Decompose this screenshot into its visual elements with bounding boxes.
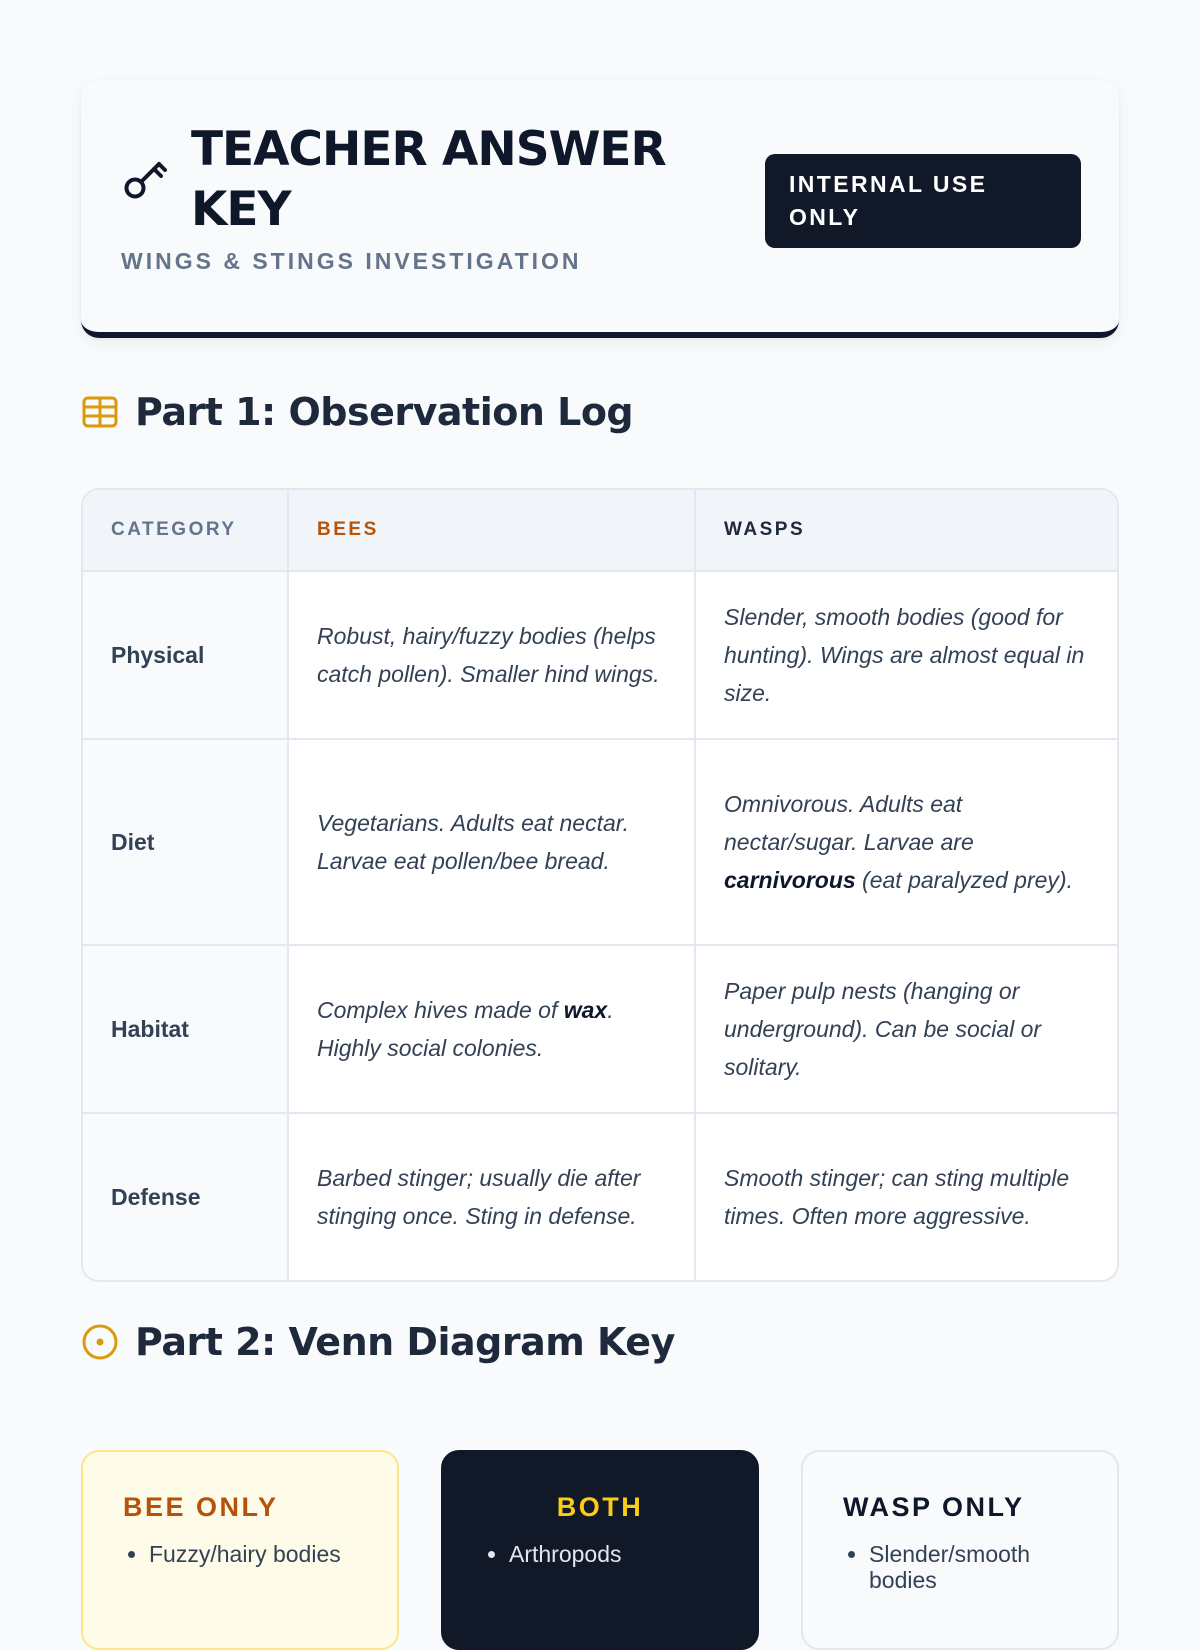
- column-header-bees: BEES: [288, 490, 695, 571]
- list-item: • Arthropods: [509, 1541, 717, 1567]
- row-category: Physical: [83, 571, 288, 739]
- observation-table: [81, 488, 1119, 1282]
- page-subtitle: WINGS & STINGS INVESTIGATION: [121, 248, 582, 274]
- part1-heading: [81, 382, 633, 442]
- table-row: [83, 571, 1117, 739]
- column-header-category: CATEGORY: [83, 490, 288, 571]
- bee-only-list: [123, 1541, 357, 1567]
- venn-key: [81, 1450, 1119, 1650]
- bee-only-card: [81, 1450, 399, 1650]
- row-category: Habitat: [83, 945, 288, 1113]
- internal-use-badge: INTERNAL USE ONLY: [765, 154, 1081, 248]
- table-icon: [81, 393, 119, 431]
- wasps-cell: Smooth stinger; can sting multiple times. Often more aggressive.: [724, 1165, 1070, 1229]
- part1-title: Part 1: Observation Log: [135, 390, 634, 434]
- both-list: [483, 1541, 717, 1567]
- target-icon: [81, 1323, 119, 1361]
- part2-heading: [81, 1312, 675, 1372]
- page: [81, 80, 1119, 1593]
- table-row: [83, 1113, 1117, 1280]
- bees-cell: Barbed stinger; usually die after stinging once. Sting in defense.: [288, 1113, 695, 1280]
- wasps-cell: Paper pulp nests (hanging or underground). Can be social or solitary.: [695, 945, 1117, 1113]
- table-header-row: [83, 490, 1117, 571]
- both-title: BOTH: [556, 1492, 644, 1522]
- list-item: • Slender/smooth bodies: [869, 1541, 1077, 1593]
- key-icon: [121, 156, 171, 206]
- wax-emphasis: wax: [563, 997, 608, 1023]
- wasp-only-list: [843, 1541, 1077, 1593]
- row-category: Defense: [83, 1113, 288, 1280]
- table-row: [83, 945, 1117, 1113]
- bees-cell: Complex hives made of wax. Highly social colonies.: [288, 945, 695, 1113]
- bees-cell: Robust, hairy/fuzzy bodies (helps catch pollen). Smaller hind wings.: [288, 571, 695, 739]
- header-card: [81, 80, 1119, 338]
- carnivorous-emphasis: carnivorous: [724, 867, 856, 893]
- page-title: TEACHER ANSWER KEY: [191, 122, 666, 237]
- bees-cell: Vegetarians. Adults eat nectar. Larvae eat pollen/bee bread.: [288, 739, 695, 945]
- row-category: Diet: [83, 739, 288, 945]
- list-item: • Fuzzy/hairy bodies: [149, 1541, 357, 1567]
- part2-title: Part 2: Venn Diagram Key: [135, 1320, 675, 1364]
- column-header-wasps: WASPS: [695, 490, 1117, 571]
- wasps-cell: Omnivorous. Adults eat nectar/sugar. Larvae are carnivorous (eat paralyzed prey).: [695, 739, 1117, 945]
- wasps-cell: Slender, smooth bodies (good for hunting). Wings are almost equal in size.: [695, 571, 1117, 739]
- wasp-only-card: [801, 1450, 1119, 1650]
- both-card: [441, 1450, 759, 1650]
- wasp-only-title: WASP ONLY: [843, 1492, 1025, 1522]
- table-row: [83, 739, 1117, 945]
- bee-only-title: BEE ONLY: [123, 1492, 279, 1522]
